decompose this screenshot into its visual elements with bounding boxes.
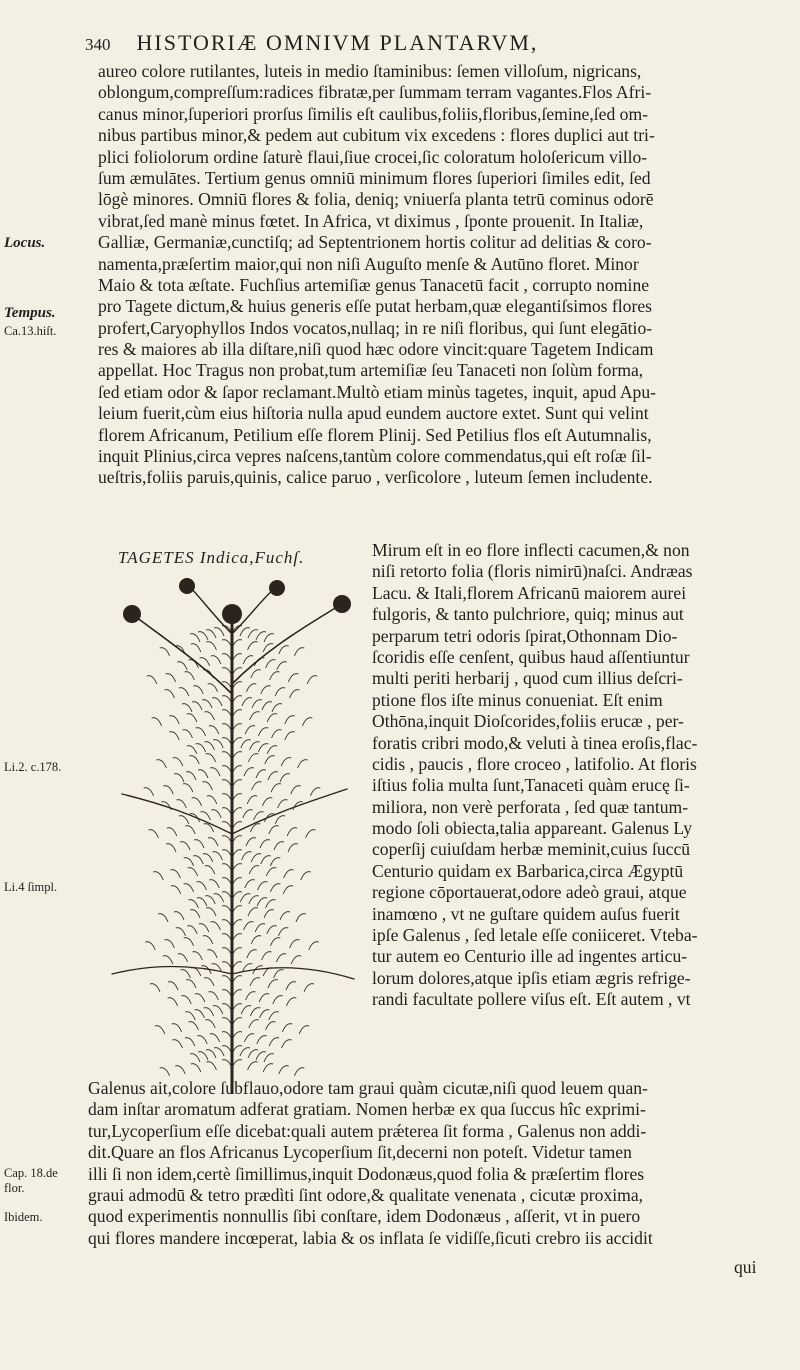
text-line: randi facultate pollere viſus eſt. Eſt autem , vt	[372, 989, 691, 1010]
text-line: Galliæ, Germaniæ,cunctiſq; ad Septentrionem hortis colitur ad delitias & coro-	[98, 232, 652, 253]
text-line: Mirum eſt in eo flore inflecti cacumen,& non	[372, 540, 690, 560]
text-line: modo ſoli obiecta,talia appareant. Galenus Ly	[372, 818, 693, 839]
text-line: cidis , paucis , flore croceo , latifolio. At floris	[372, 753, 697, 774]
text-line: tur,Lycoperſium eſſe dicebat:quali autem prǽterea ſit forma , Galenus non addi-	[88, 1120, 647, 1141]
plant-drawing	[92, 574, 370, 1094]
margin-note-tempus: Tempus.	[4, 305, 56, 321]
text-line: ſcoridis eſſe cenſent, quibus haud aſſentiuntur	[372, 646, 690, 667]
running-header	[85, 30, 765, 56]
text-line: regione cōportauerat,odore adeò graui, atque	[372, 882, 687, 903]
text-line: qui flores mandere incœperat, labia & os inflata ſe vidiſſe,ſicuti crebro iis accidit	[88, 1227, 653, 1248]
margin-note-cap18-line2: flor.	[4, 1181, 25, 1195]
right-column-text	[372, 540, 770, 1011]
text-line: multi periti herbarij , quod cum illius deſcri-	[372, 668, 683, 689]
text-line: ipſe Galenus , ſed letale eſſe coniiceret. Vteba-	[372, 925, 698, 946]
text-line: canus minor,ſuperiori prorſus ſimilis eſt caulibus,foliis,floribus,ſemine,ſed om-	[98, 103, 648, 124]
text-line: res & maiores ab illa diſtare,niſi quod hæc odore vincit:quare Tagetem Indicam	[98, 339, 654, 360]
margin-note-li4: Li.4 ſimpl.	[4, 880, 58, 894]
text-line: plici foliolorum ordine ſaturè flaui,ſiue crocei,ſic coloratum holoſericum villo-	[98, 146, 648, 167]
running-title: HISTORIÆ OMNIVM PLANTARVM,	[136, 30, 539, 55]
text-line: ueſtris,foliis paruis,quinis, calice paruo , verſicolore , luteum ſemen includente.	[98, 467, 653, 488]
text-line: Galenus ait,colore ſubflauo,odore tam graui quàm cicutæ,niſi quod leuem quan-	[88, 1078, 648, 1098]
text-line: inquit Plinius,circa vepres naſcens,tantùm colore commendatus,qui eſt roſæ ſil-	[98, 446, 652, 467]
margin-note-ca-hist: Ca.13.hiſt.	[4, 324, 57, 338]
text-line: ſed etiam odor & ſapor reclamant.Multò etiam minùs tagetes, inquit, apud Apu-	[98, 381, 656, 402]
text-line: graui admodū & tetro prædìti ſint odore,& qualitate venenata , cicutæ proxima,	[88, 1184, 644, 1205]
text-line: ſum æmulātes. Tertium genus omniū minimum flores ſuperiori ſimiles edit, ſed	[98, 167, 651, 188]
catchword: qui	[734, 1257, 757, 1277]
text-line: florem Africanum, Petilium eſſe florem Plinij. Sed Petilius flos eſt Autumnalis,	[98, 424, 652, 445]
text-line: dam inſtar aromatum adferat gratiam. Nomen herbæ ex qua ſuccus hîc exprimi-	[88, 1099, 646, 1120]
text-line: leium fuerit,cùm eius hiſtoria nulla apud eundem auctore extet. Sunt qui velint	[98, 403, 649, 424]
text-line: coperſij cuiuſdam herbæ meminit,cuius ſuccū	[372, 839, 691, 860]
text-line: profert,Caryophyllos Indos vocatos,nullaq; in re niſi floribus, qui ſunt elegātio-	[98, 317, 653, 338]
text-line: dit.Quare an flos Africanus Lycoperſium ſit,decerni non poteſt. Videtur tamen	[88, 1142, 632, 1163]
text-line: aureo colore rutilantes, luteis in medio ſtaminibus: ſemen villoſum, nigricans,	[98, 61, 642, 81]
text-line: vibrat,ſed manè minus fœtet. In Africa, vt diximus , ſponte prouenit. In Italiæ,	[98, 210, 644, 231]
text-line: fulgoris, & tanto pulchriore, quiq; minus aut	[372, 604, 684, 625]
margin-note-ibidem: Ibidem.	[4, 1210, 43, 1224]
text-line: ptione flos iſte minus conueniat. Eſt enim	[372, 689, 663, 710]
text-line: miliora, non verè perforata , ſed quæ tantum-	[372, 796, 689, 817]
text-line: namenta,præſertim maior,qui non niſi Auguſto menſe & Autūno floret. Minor	[98, 253, 639, 274]
text-line: pro Tagete dictum,& huius generis eſſe putat herbam,quæ elegantiſsimos flores	[98, 296, 652, 317]
margin-note-locus: Locus.	[4, 235, 46, 251]
text-line: perparum tetri odoris ſpirat,Othonnam Dio-	[372, 625, 678, 646]
text-line: tur autem eo Centurio ille ad ingentes articu-	[372, 946, 688, 967]
text-line: oblongum,compreſſum:radices fibratæ,per ſummam terram vagantes.Flos Afri-	[98, 82, 652, 103]
text-line: illi ſi non idem,certè ſimillimus,inquit Dodonæus,quod folia & præſertim flores	[88, 1163, 645, 1184]
text-line: Lacu. & Itali,florem Africanū maiorem aurei	[372, 582, 687, 603]
text-line: appellat. Hoc Tragus non probat,tum artemiſiæ ſeu Tanaceti non ſolùm forma,	[98, 360, 644, 381]
top-text-block	[98, 61, 770, 489]
bottom-text-block	[88, 1078, 770, 1249]
text-line: foratis cribri modo,& veluti à tinea eroſis,flac-	[372, 732, 698, 753]
text-line: iſtius folia multa ſunt,Tanaceti quàm erucę ſi-	[372, 775, 690, 796]
text-line: nibus partibus minor,& pedem aut cubitum vix excedens : flores duplici aut tri-	[98, 125, 655, 146]
figure-caption: TAGETES Indica,Fuchſ.	[118, 548, 305, 567]
page-number: 340	[85, 35, 111, 54]
tagetes-woodcut-illustration	[92, 574, 370, 1094]
text-line: Othōna,inquit Dioſcorides,foliis erucæ , per-	[372, 711, 684, 732]
text-line: lorum dolores,atque ipſis etiam ægris refrige-	[372, 967, 691, 988]
margin-note-li2: Li.2. c.178.	[4, 760, 62, 774]
text-line: niſi retorto folia (floris nimirū)naſci. Andræas	[372, 561, 693, 582]
margin-note-cap18-line1: Cap. 18.de	[4, 1166, 58, 1180]
text-line: quod experimentis nonnullis ſibi conſtare, idem Dodonæus , aſſerit, vt in puero	[88, 1206, 641, 1227]
margin-note-cap18	[4, 1166, 84, 1196]
text-line: inamœno , vt ne guſtare quidem auſus fuerit	[372, 903, 680, 924]
text-line: lōgè minores. Omniū flores & folia, deniq; vniuerſa planta tetrū cominus odorē	[98, 189, 654, 210]
text-line: Centurio quidam ex Barbarica,circa Ægyptū	[372, 860, 684, 881]
text-line: Maio & tota æſtate. Fuchſius artemiſiæ genus Tanacetū facit , corrupto nomine	[98, 274, 650, 295]
